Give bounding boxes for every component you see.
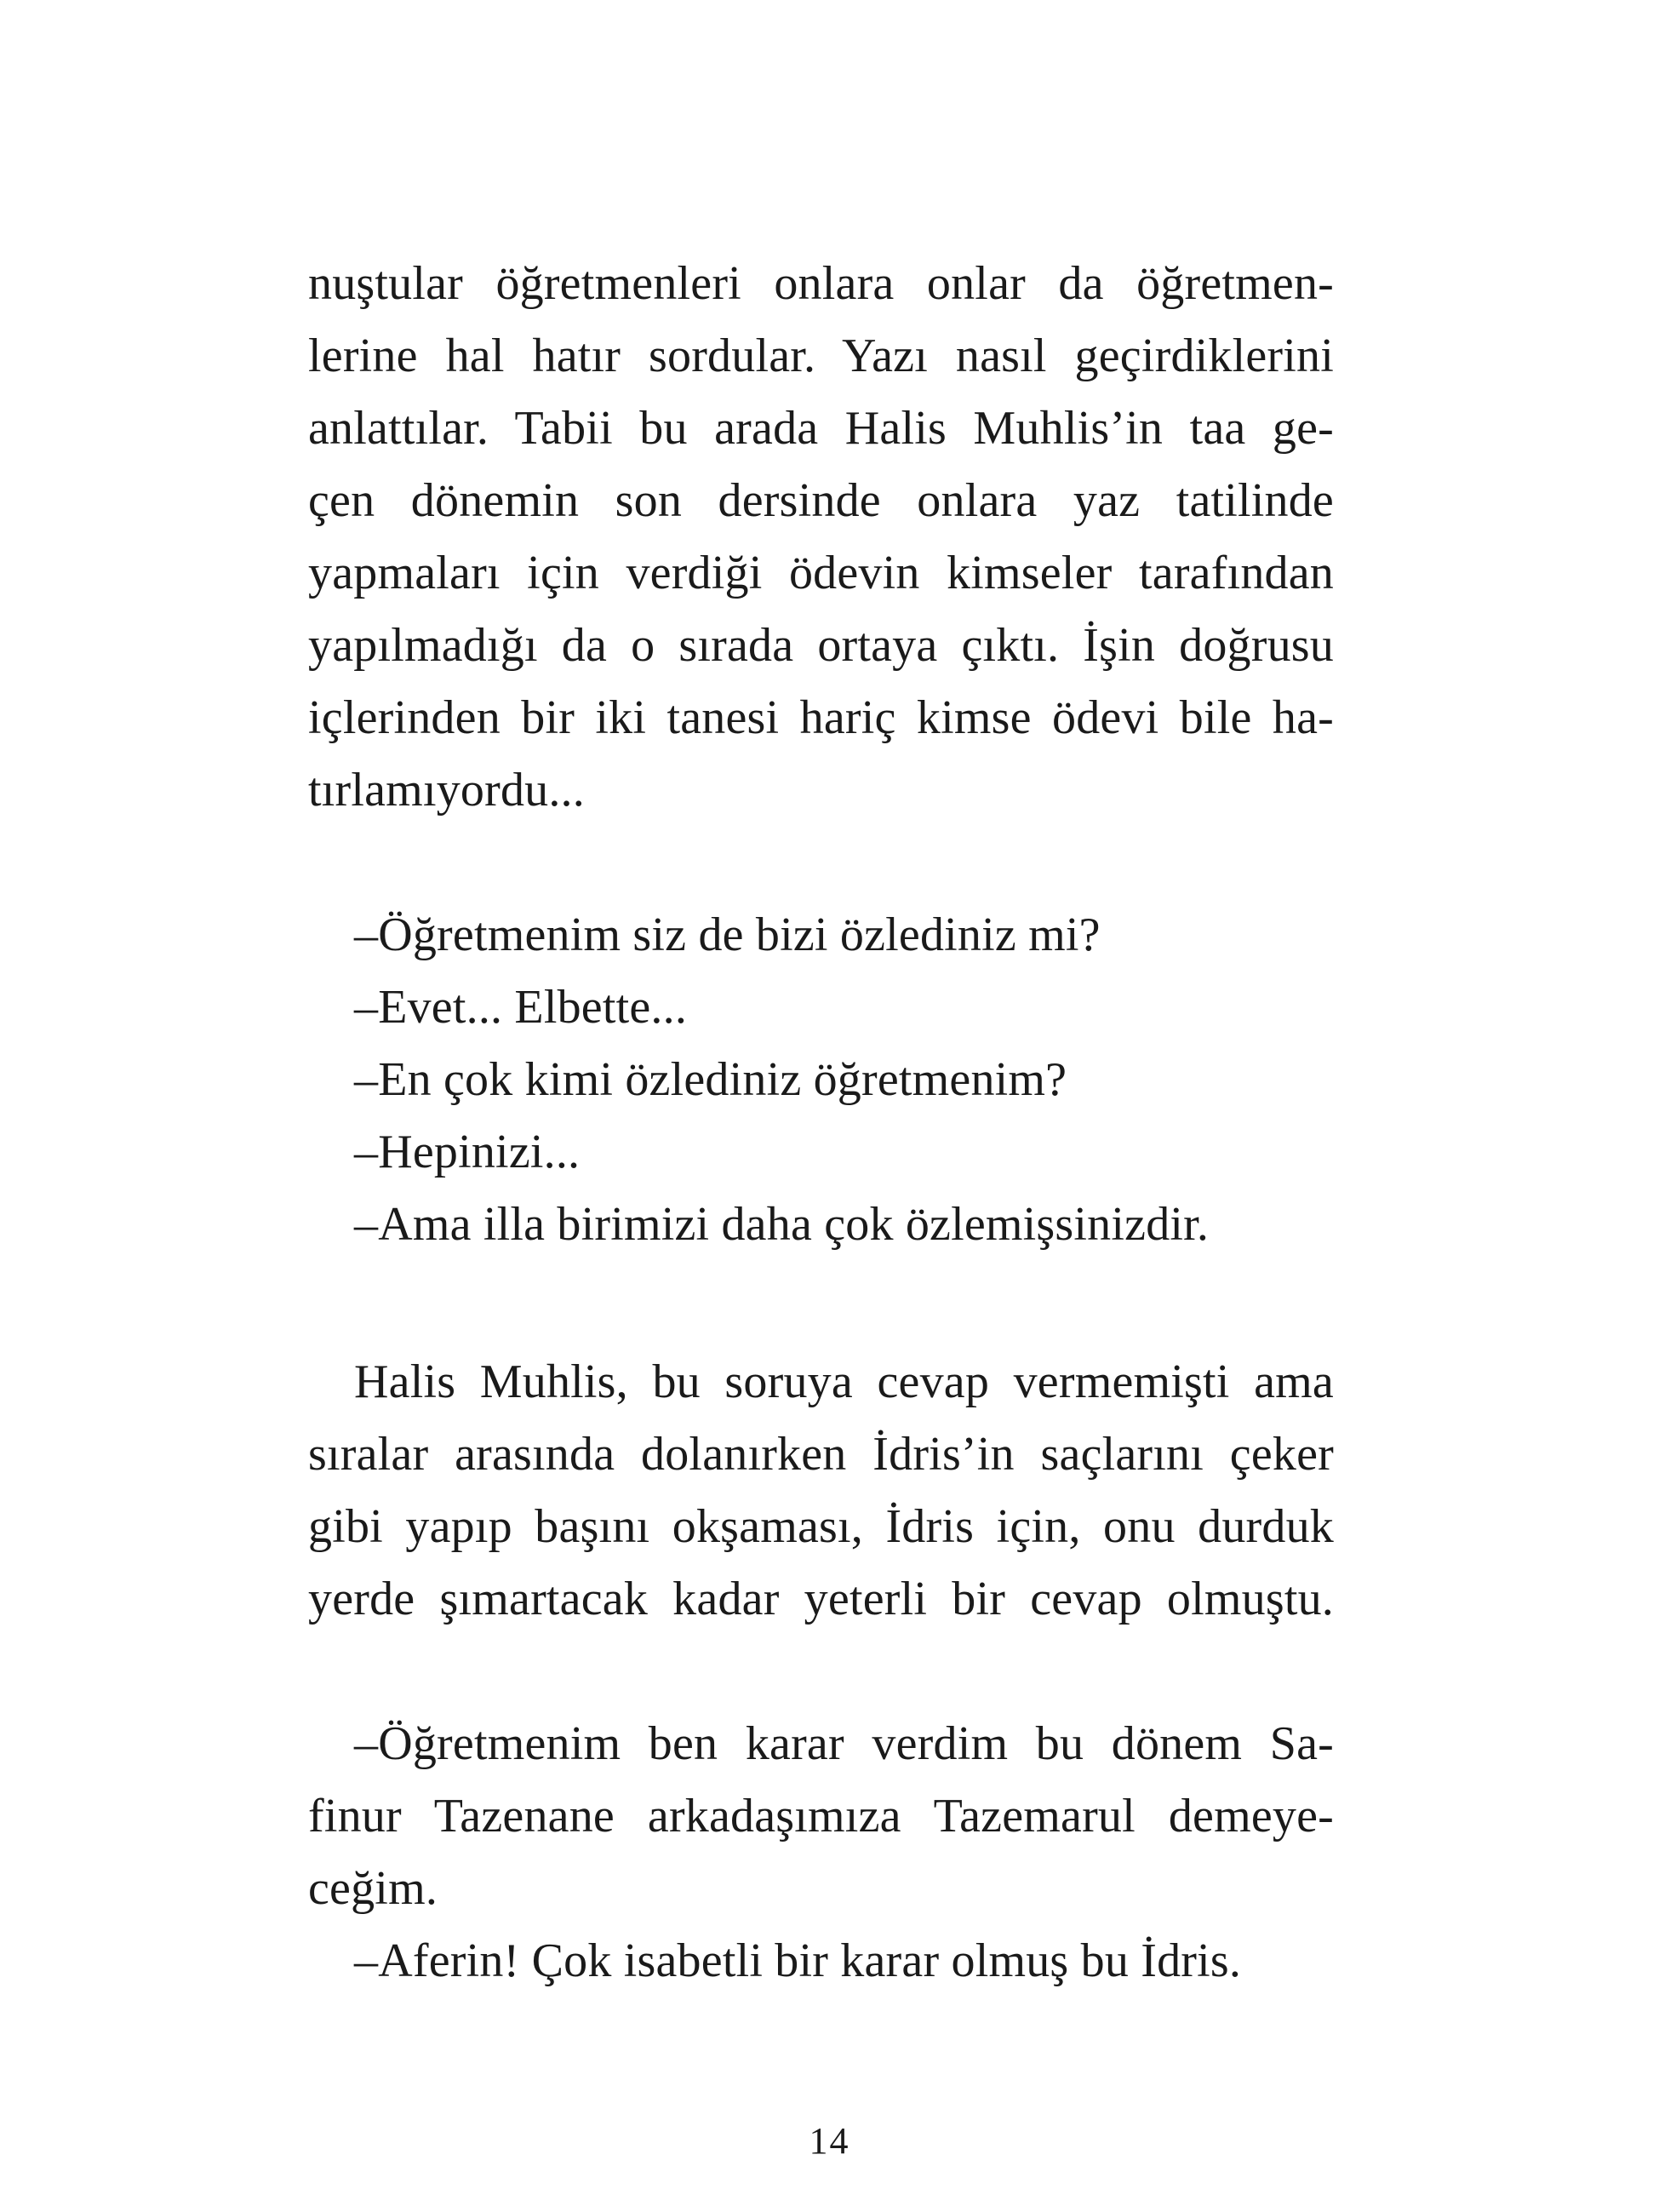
dialogue-line: –Ama illa birimizi daha çok özlemişsinizdir.	[354, 1198, 1210, 1251]
dialogue-line: –Hepinizi...	[354, 1126, 581, 1178]
dialogue-line: finur Tazenane arkadaşımıza Tazemarul demeye-	[308, 1790, 1334, 1842]
text-line: lerine hal hatır sordular. Yazı nasıl geçirdiklerini	[308, 330, 1334, 382]
text-line: tırlamıyordu...	[308, 764, 585, 817]
text-line: içlerinden bir iki tanesi hariç kimse ödevi bile ha-	[308, 691, 1334, 744]
text-line: nuştular öğretmenleri onlara onlar da öğretmen-	[308, 257, 1334, 310]
dialogue-line: ceğim.	[308, 1862, 438, 1915]
dialogue-line: –Evet... Elbette...	[354, 981, 688, 1034]
text-line: yapmaları için verdiği ödevin kimseler tarafından	[308, 547, 1334, 599]
text-line: yapılmadığı da o sırada ortaya çıktı. İşin doğrusu	[308, 619, 1334, 672]
text-line: Halis Muhlis, bu soruya cevap vermemişti ama	[354, 1355, 1334, 1408]
text-line: anlattılar. Tabii bu arada Halis Muhlis’in taa ge-	[308, 402, 1334, 455]
dialogue-line: –En çok kimi özlediniz öğretmenim?	[354, 1053, 1067, 1106]
dialogue-line: –Öğretmenim siz de bizi özlediniz mi?	[354, 908, 1101, 961]
text-line: çen dönemin son dersinde onlara yaz tatilinde	[308, 474, 1334, 527]
dialogue-line: –Öğretmenim ben karar verdim bu dönem Sa-	[354, 1717, 1334, 1770]
text-line: gibi yapıp başını okşaması, İdris için, onu durduk	[308, 1500, 1334, 1553]
page-number: 14	[809, 2120, 850, 2162]
text-line: sıralar arasında dolanırken İdris’in saçlarını çeker	[308, 1428, 1334, 1481]
text-line: yerde şımartacak kadar yeterli bir cevap olmuştu.	[308, 1573, 1334, 1625]
dialogue-line: –Aferin! Çok isabetli bir karar olmuş bu İdris.	[354, 1934, 1242, 1987]
